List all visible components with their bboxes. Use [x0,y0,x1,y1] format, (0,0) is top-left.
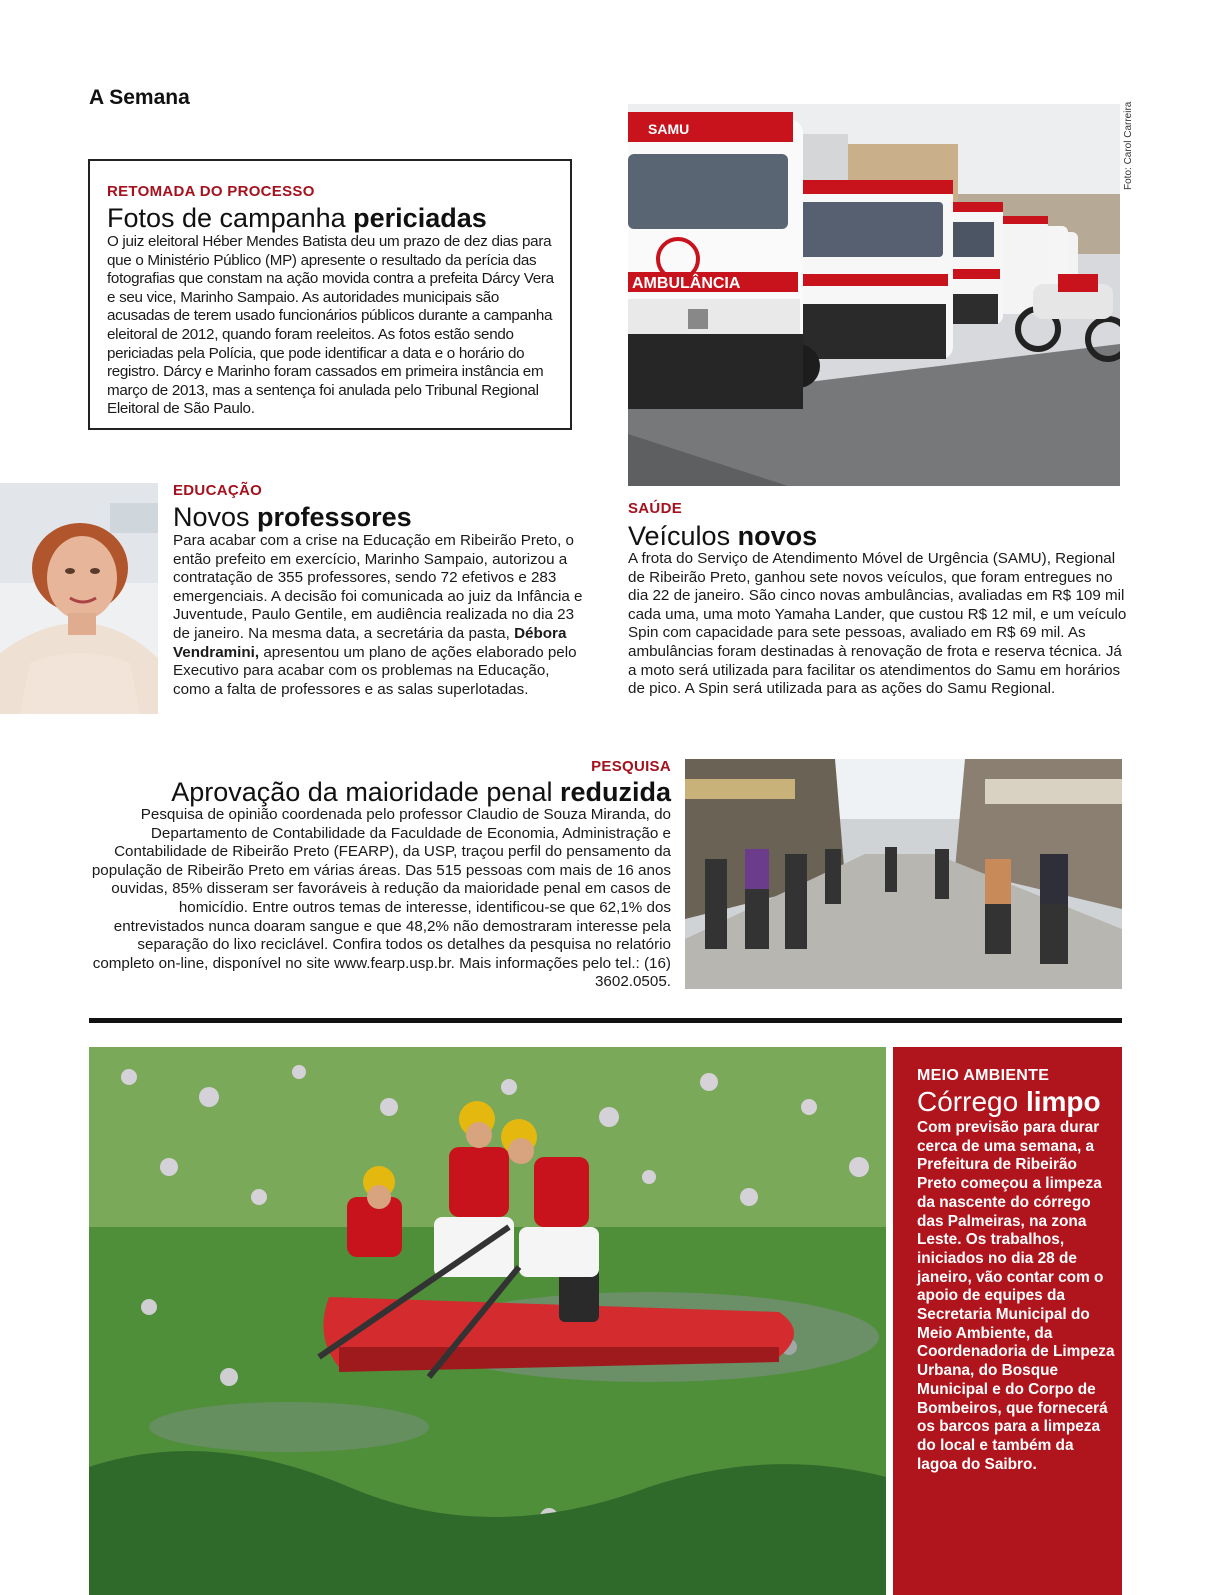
article-retomada [88,159,572,430]
headline-bold: professores [257,502,412,532]
headline-pesquisa [171,777,671,807]
kicker-saude: SAÚDE [628,500,683,517]
headline-educacao [173,502,412,532]
headline-bold: novos [737,521,818,551]
headline-meio-ambiente [917,1087,1101,1117]
body-meio-ambiente: Com previsão para durar cerca de uma semana, a Prefeitura de Ribeirão Preto começou a limpeza da nascente do córrego das Palmeiras, na zona Leste. Os trabalhos, iniciados no dia 28 de janeiro, vão contar com o apoio de equipes da Secretaria Municipal do Meio Ambiente, da Coordenadoria de Limpeza Urbana, do Bosque Municipal e do Corpo de Bombeiros, que fornecerá os barcos para a limpeza do local e também da lagoa do Saibro. [917,1119,1115,1473]
headline-retomada [107,203,487,233]
ambulance-photo [628,104,1120,486]
body-text: Para acabar com a crise na Educação em Ribeirão Preto, o então prefeito em exercício, Marinho Sampaio, autorizou a contratação de 355 professores, sendo 72 efetivos e 283 emergenciais. A decisão foi comunicada ao juiz da Infância e Juventude, Paulo Gentile, em audiência realizada no dia 23 de janeiro. Na mesma data, a secretária da pasta, [173,532,583,642]
kicker-retomada: RETOMADA DO PROCESSO [107,183,315,200]
headline-normal: Córrego [917,1086,1026,1117]
article-meio-ambiente [893,1047,1122,1595]
headline-bold: reduzida [559,777,671,807]
headline-normal: Veículos [628,521,738,551]
ambulancia-label: AMBULÂNCIA [632,275,741,292]
kicker-pesquisa: PESQUISA [591,758,671,775]
portrait-photo [0,483,158,714]
headline-bold: limpo [1025,1086,1101,1117]
headline-bold: periciadas [353,203,487,233]
photo-credit: Foto: Carol Carreira [1123,101,1134,190]
body-retomada: O juiz eleitoral Héber Mendes Batista deu um prazo de dez dias para que o Ministério Público (MP) apresente o resultado da perícia das fotografias que constam na ação movida contra a prefeita Dárcy Vera e seu vice, Marinho Sampaio. As autoridades municipais são acusadas de terem usado funcionários públicos durante a campanha eleitoral de 2012, quando foram reeleitos. As fotos estão sendo periciadas pela Polícia, que pode identificar a data e o horário do registro. Dárcy e Marinho foram cassados em primeira instância em março de 2013, mas a sentença foi anulada pelo Tribunal Regional Eleitoral de São Paulo. [107,233,554,418]
street-photo [685,759,1122,989]
headline-normal: Novos [173,502,258,532]
body-pesquisa: Pesquisa de opinião coordenada pelo professor Claudio de Souza Miranda, do Departamento de Contabilidade da Faculdade de Economia, Administração e Contabilidade de Ribeirão Preto (FEARP), da USP, traçou perfil do pensamento da população de Ribeirão Preto em várias áreas. Das 515 pessoas com mais de 16 anos ouvidas, 85% disseram ser favoráveis à redução da maioridade penal em casos de homicídio. Entre outros temas de interesse, identificou-se que 62,1% dos entrevistados nunca doaram sangue e que 48,2% não demostraram interesse pela separação do lixo reciclável. Confira todos os detalhes da pesquisa no relatório completo on-line, disponível no site www.fearp.usp.br. Mais informações pelo tel.: (16) 3602.0505. [91,806,671,991]
boat-photo [89,1047,886,1595]
section-title: A Semana [89,86,190,109]
kicker-educacao: EDUCAÇÃO [173,482,263,499]
samu-label: SAMU [648,121,690,137]
headline-normal: Aprovação da maioridade penal [171,777,560,807]
headline-normal: Fotos de campanha [107,203,354,233]
body-educacao [173,532,585,699]
kicker-meio-ambiente: MEIO AMBIENTE [917,1067,1050,1084]
body-saude: A frota do Serviço de Atendimento Móvel de Urgência (SAMU), Regional de Ribeirão Preto, ganhou sete novos veículos, que foram entregues no dia 22 de janeiro. São cinco novas ambulâncias, avaliadas em R$ 109 mil cada uma, uma moto Yamaha Lander, que custou R$ 12 mil, e um veículo Spin com capacidade para sete pessoas, avaliado em R$ 69 mil. As ambulâncias foram destinadas à renovação de frota e reserva técnica. Já a moto será utilizada para facilitar os atendimentos do Samu em horários de pico. A Spin será utilizada para as ações do Samu Regional. [628,550,1127,698]
body-text: apresentou um plano de ações elaborado pelo Executivo para acabar com os problemas na Educação, como a falta de professores e as salas superlotadas. [173,643,577,698]
body-bold-name: Débora Vendramini, [173,624,567,661]
headline-saude [628,521,817,551]
section-divider [89,1018,1122,1023]
